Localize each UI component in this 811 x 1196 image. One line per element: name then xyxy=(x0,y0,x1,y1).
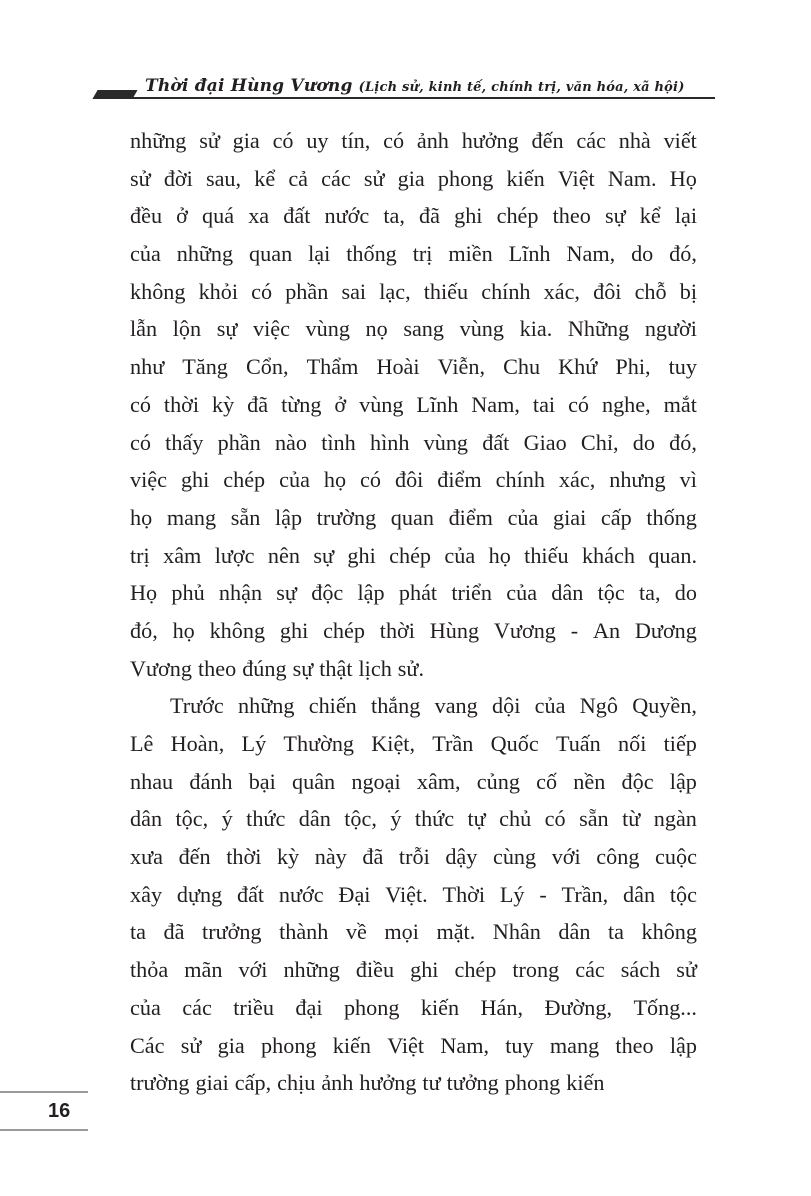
text-line: xây dựng đất nước Đại Việt. Thời Lý - Trần, dân tộc xyxy=(130,881,697,907)
page-number: 16 xyxy=(48,1100,71,1122)
book-title-main: Thời đại Hùng Vương xyxy=(145,76,353,96)
text-line: việc ghi chép của họ có đôi điểm chính xác, nhưng vì xyxy=(130,467,697,493)
book-title xyxy=(145,76,685,96)
text-line: đều ở quá xa đất nước ta, đã ghi chép theo sự kể lại xyxy=(130,203,697,229)
footer-rule-bottom xyxy=(0,1129,88,1131)
text-line: Họ phủ nhận sự độc lập phát triển của dân tộc ta, do xyxy=(130,580,697,606)
text-line: trường giai cấp, chịu ảnh hưởng tư tưởng phong kiến xyxy=(130,1070,605,1096)
footer-rule-top xyxy=(0,1091,88,1093)
page-body-text xyxy=(130,122,697,1102)
text-line: sử đời sau, kể cả các sử gia phong kiến Việt Nam. Họ xyxy=(130,165,697,191)
text-line: thỏa mãn với những điều ghi chép trong các sách sử xyxy=(130,957,697,983)
text-line: những sử gia có uy tín, có ảnh hưởng đến các nhà viết xyxy=(130,128,697,153)
text-line: của những quan lại thống trị miền Lĩnh Nam, do đó, xyxy=(130,241,697,267)
text-line: Vương theo đúng sự thật lịch sử. xyxy=(130,655,425,681)
text-line: nhau đánh bại quân ngoại xâm, củng cố nền độc lập xyxy=(130,768,697,794)
text-line: dân tộc, ý thức dân tộc, ý thức tự chủ có sẵn từ ngàn xyxy=(130,806,697,832)
text-line: như Tăng Cổn, Thẩm Hoài Viễn, Chu Khứ Phi, tuy xyxy=(130,354,697,380)
text-line: lẫn lộn sự việc vùng nọ sang vùng kia. Những người xyxy=(130,316,697,342)
text-line: Các sử gia phong kiến Việt Nam, tuy mang theo lập xyxy=(130,1032,697,1058)
text-line: có thấy phần nào tình hình vùng đất Giao Chỉ, do đó, xyxy=(130,429,697,455)
text-line: Trước những chiến thắng vang dội của Ngô Quyền, xyxy=(170,693,697,719)
text-line: ta đã trưởng thành về mọi mặt. Nhân dân ta không xyxy=(130,919,697,945)
text-line: không khỏi có phần sai lạc, thiếu chính xác, đôi chỗ bị xyxy=(130,278,697,304)
running-header xyxy=(95,76,715,102)
book-subtitle: (Lịch sử, kinh tế, chính trị, văn hóa, xã hội) xyxy=(358,80,685,95)
header-rule xyxy=(95,97,715,99)
text-line: trị xâm lược nên sự ghi chép của họ thiếu khách quan. xyxy=(130,542,697,568)
text-line: họ mang sẵn lập trường quan điểm của giai cấp thống xyxy=(130,504,697,530)
text-line: Lê Hoàn, Lý Thường Kiệt, Trần Quốc Tuấn nối tiếp xyxy=(130,731,697,756)
text-line: có thời kỳ đã từng ở vùng Lĩnh Nam, tai có nghe, mắt xyxy=(130,391,697,417)
text-line: xưa đến thời kỳ này đã trỗi dậy cùng với công cuộc xyxy=(130,844,697,870)
text-line: của các triều đại phong kiến Hán, Đường, Tống... xyxy=(130,994,697,1020)
text-line: đó, họ không ghi chép thời Hùng Vương - An Dương xyxy=(130,617,697,643)
